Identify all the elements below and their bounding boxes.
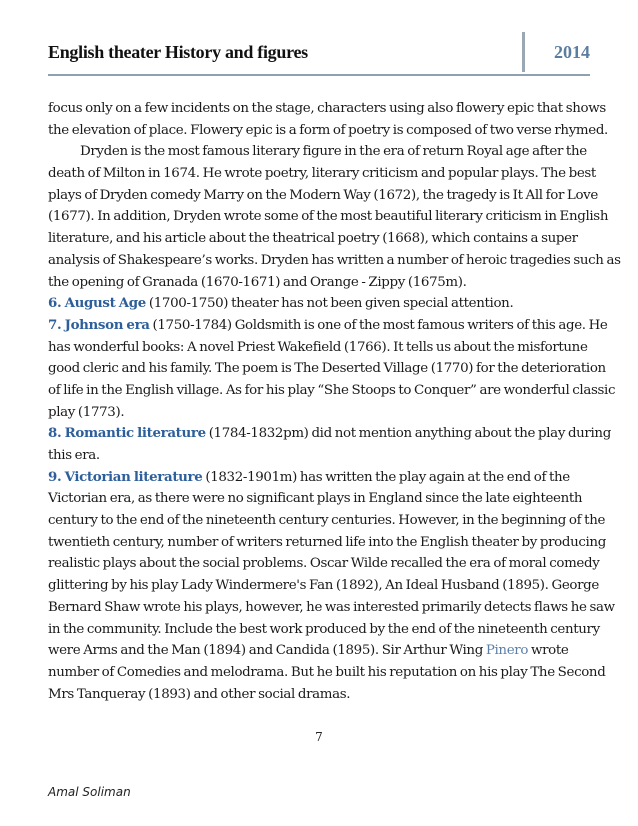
text-line: of life in the English village. As for his play “She Stoops to Conquer” are wonderful classic — [48, 382, 616, 398]
text-line: Mrs Tanqueray (1893) and other social dramas. — [48, 686, 351, 702]
section-heading-romantic-literature: 8. Romantic literature — [48, 425, 206, 442]
text-span: (1750-1784) Goldsmith is one of the most famous writers of this age. He — [149, 317, 608, 333]
section-heading-johnson-era: 7. Johnson era — [48, 316, 150, 333]
text-line — [48, 293, 593, 315]
text-span: (1784-1832pm) did not mention anything about the play during — [205, 426, 611, 442]
text-line — [48, 315, 608, 337]
text-line: play (1773). — [48, 404, 125, 420]
text-line — [48, 423, 611, 445]
header-horizontal-rule — [48, 74, 590, 76]
text-span: were Arms and the Man (1894) and Candida (1895). Sir Arthur Wing — [48, 643, 483, 659]
text-line: plays of Dryden comedy Marry on the Modern Way (1672), the tragedy is It All for Love — [48, 187, 598, 203]
text-line: good cleric and his family. The poem is The Deserted Village (1770) for the deterioration — [48, 361, 606, 377]
text-line: Dryden is the most famous literary figure in the era of return Royal age after the — [80, 144, 587, 160]
text-line — [48, 640, 593, 662]
text-line: focus only on a few incidents on the stage, characters using also flowery epic that shows — [48, 101, 606, 116]
text-span: (1832-1901m) has written the play again at the end of the — [202, 469, 570, 485]
text-span: (1700-1750) theater has not been given special attention. — [145, 296, 514, 312]
section-heading-august-age: 6. August Age — [48, 295, 146, 312]
text-line: Victorian era, as there were no significant plays in England since the late eighteenth — [48, 491, 583, 507]
page-header — [48, 38, 590, 74]
header-title: English theater History and figures — [48, 42, 308, 62]
text-span: wrote — [528, 643, 569, 659]
header-vertical-divider — [522, 32, 525, 72]
section-heading-victorian-literature: 9. Victorian literature — [48, 468, 203, 485]
text-line: has wonderful books: A novel Priest Wakefield (1766). It tells us about the misfortune — [48, 339, 588, 355]
text-line: literature, and his article about the theatrical poetry (1668), which contains a super — [48, 231, 578, 247]
text-line — [48, 467, 593, 489]
page-number: 7 — [315, 730, 323, 744]
text-line: twentieth century, number of writers returned life into the English theater by producing — [48, 534, 606, 550]
text-line: Bernard Shaw wrote his plays, however, he was interested primarily detects flaws he saw — [48, 599, 615, 615]
header-year: 2014 — [554, 42, 590, 62]
text-line: century to the end of the nineteenth century centuries. However, in the beginning of the — [48, 513, 606, 529]
highlighted-name-pinero: Pinero — [485, 643, 529, 659]
text-line: analysis of Shakespeare’s works. Dryden has written a number of heroic tragedies such as — [48, 252, 621, 268]
text-line: the elevation of place. Flowery epic is a form of poetry is composed of two verse rhymed. — [48, 122, 608, 138]
text-line: the opening of Granada (1670-1671) and Orange - Zippy (1675m). — [48, 274, 467, 290]
text-line: realistic plays about the social problems. Oscar Wilde recalled the era of moral comedy — [48, 556, 600, 572]
text-line: in the community. Include the best work produced by the end of the nineteenth century — [48, 621, 600, 637]
text-line: (1677). In addition, Dryden wrote some of the most beautiful literary criticism in English — [48, 209, 609, 225]
text-line: glittering by his play Lady Windermere's Fan (1892), An Ideal Husband (1895). George — [48, 578, 599, 594]
body-text — [48, 98, 621, 705]
text-line: death of Milton in 1674. He wrote poetry, literary criticism and popular plays. The best — [48, 166, 596, 182]
text-line: number of Comedies and melodrama. But he built his reputation on his play The Second — [48, 664, 606, 680]
text-line: this era. — [48, 448, 100, 463]
footer-author: Amal Soliman — [48, 785, 131, 799]
